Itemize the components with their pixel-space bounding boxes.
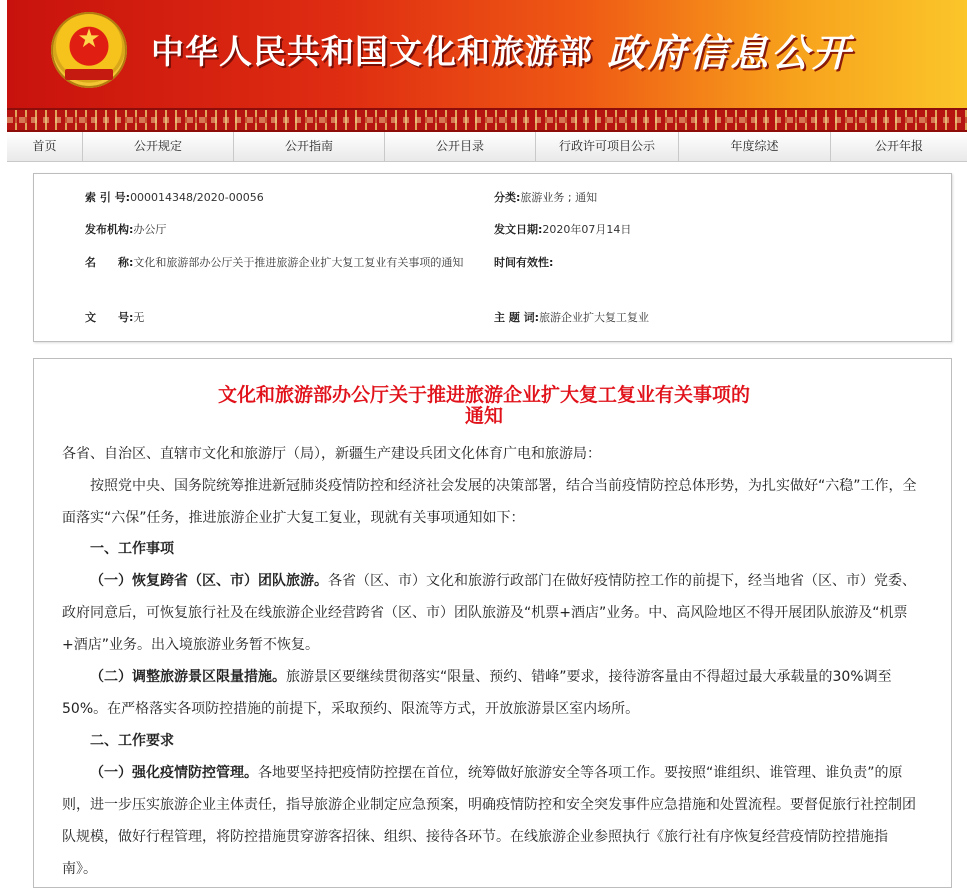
meta-name: 名 称:文化和旅游部办公厅关于推进旅游企业扩大复工复业有关事项的通知 xyxy=(85,256,464,269)
meta-category: 分类:旅游业务 ; 通知 xyxy=(494,191,598,204)
star-icon: ★ xyxy=(77,24,101,54)
document-body xyxy=(33,358,952,888)
meta-docno: 文 号:无 xyxy=(85,311,145,324)
nav-item-annual-review[interactable]: 年度综述 xyxy=(679,132,831,161)
meta-validity: 时间有效性: xyxy=(494,256,554,269)
meta-date: 发文日期:2020年07月14日 xyxy=(494,223,632,236)
item-2: （二）调整旅游景区限量措施。旅游景区要继续贯彻落实“限量、预约、错峰”要求，接待游客量由不得超过最大承载量的30%调至50%。在严格落实各项防控措施的前提下，采取预约、限流等方式，开放旅游景区室内场所。 xyxy=(62,669,892,717)
section-heading-2: 二、工作要求 xyxy=(90,733,174,749)
national-emblem-icon xyxy=(51,12,127,88)
nav-item-catalog[interactable]: 公开目录 xyxy=(385,132,536,161)
site-subtitle: 政府信息公开 xyxy=(607,30,854,75)
nav-item-guide[interactable]: 公开指南 xyxy=(234,132,385,161)
nav-item-annual-report[interactable]: 公开年报 xyxy=(874,139,923,153)
main-nav xyxy=(7,132,967,162)
section-heading-1: 一、工作事项 xyxy=(90,541,174,557)
document-title: 文化和旅游部办公厅关于推进旅游企业扩大复工复业有关事项的 通知 xyxy=(217,384,750,427)
meta-index: 索 引 号:000014348/2020-00056 xyxy=(85,191,264,204)
item-3: （一）强化疫情防控管理。各地要坚持把疫情防控摆在首位，统筹做好旅游安全等各项工作。要按照“谁组织、谁管理、谁负责”的原则，进一步压实旅游企业主体责任，指导旅游企业制定应急预案，明确疫情防控和安全突发事件应急措施和处置流程。要督促旅行社控制团队规模，做好行程管理，将防控措施贯穿游客招徕、组织、接待各环节。在线旅游企业参照执行《旅行社有序恢复经营疫情防控措施指南》。 xyxy=(62,765,916,877)
header-banner xyxy=(7,0,967,108)
meta-topic: 主 题 词:旅游企业扩大复工复业 xyxy=(494,311,650,324)
salutation: 各省、自治区、直辖市文化和旅游厅（局），新疆生产建设兵团文化体育广电和旅游局： xyxy=(62,446,601,462)
emblem-base xyxy=(65,69,113,80)
ministry-title: 中华人民共和国文化和旅游部 xyxy=(151,32,593,71)
document-metadata xyxy=(33,173,952,342)
nav-item-home[interactable]: 首页 xyxy=(7,132,83,161)
meta-issuer: 发布机构:办公厅 xyxy=(85,223,167,236)
nav-item-rules[interactable]: 公开规定 xyxy=(83,132,234,161)
nav-item-permits[interactable]: 行政许可项目公示 xyxy=(536,132,679,161)
intro-paragraph: 按照党中央、国务院统筹推进新冠肺炎疫情防控和经济社会发展的决策部署，结合当前疫情防控总体形势，为扎实做好“六稳”工作，全面落实“六保”任务，推进旅游企业扩大复工复业，现就有关事项通知如下： xyxy=(62,478,917,526)
item-1: （一）恢复跨省（区、市）团队旅游。各省（区、市）文化和旅游行政部门在做好疫情防控工作的前提下，经当地省（区、市）党委、政府同意后，可恢复旅行社及在线旅游企业经营跨省（区、市）团队旅游及“机票+酒店”业务。中、高风险地区不得开展团队旅游及“机票+酒店”业务。出入境旅游业务暂不恢复。 xyxy=(62,573,916,653)
decorative-border xyxy=(7,108,967,132)
